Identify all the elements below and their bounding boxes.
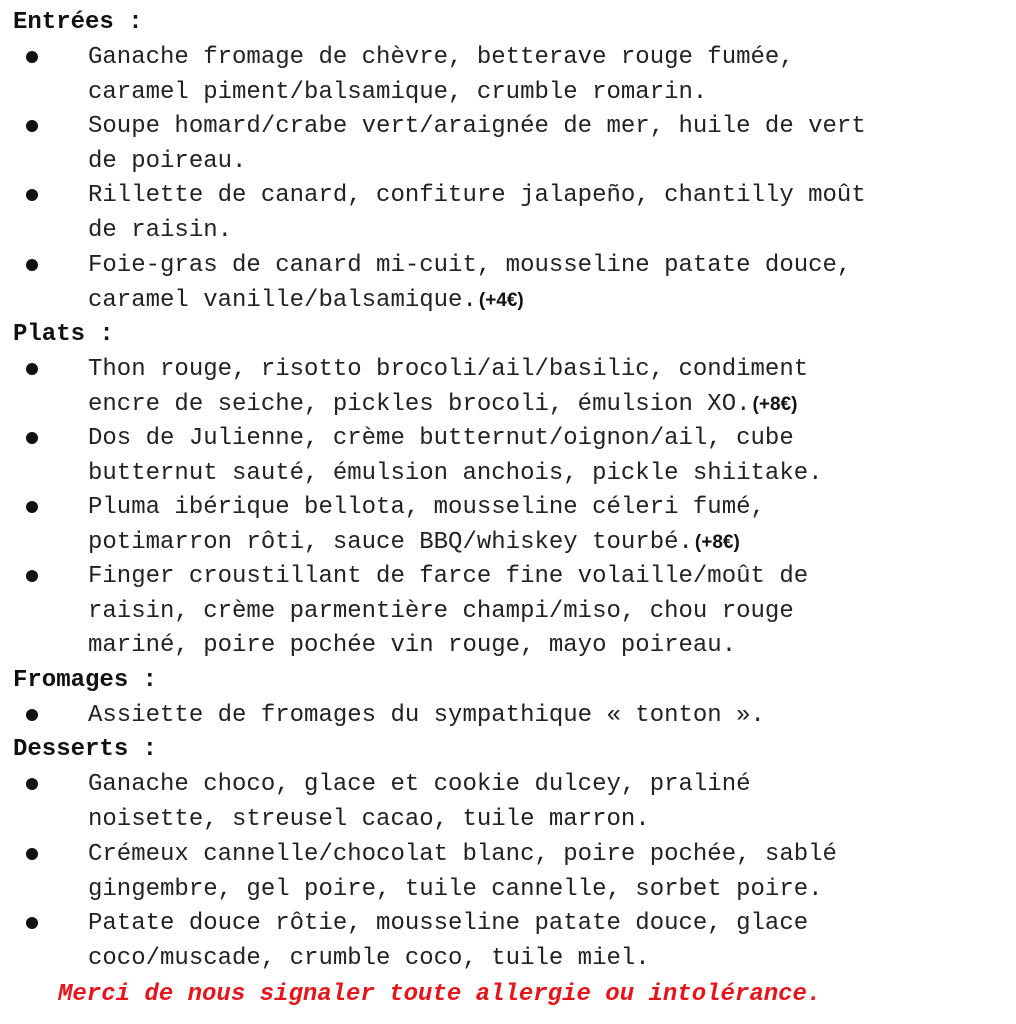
dish-description: Ganache choco, glace et cookie dulcey, praliné noisette, streusel cacao, tuile marron. (88, 771, 751, 833)
section-title-desserts: Desserts : (13, 736, 158, 763)
dish-description: Dos de Julienne, crème butternut/oignon/ail, cube butternut sauté, émulsion anchois, pickle shiitake. (88, 425, 823, 487)
dish-description: Patate douce rôtie, mousseline patate douce, glace coco/muscade, crumble coco, tuile miel. (88, 910, 809, 972)
bullet-icon (26, 51, 38, 63)
price-supplement: (+8€) (752, 393, 798, 415)
dish-description: Assiette de fromages du sympathique « tonton ». (88, 702, 765, 729)
dish-description: Thon rouge, risotto brocoli/ail/basilic, condiment encre de seiche, pickles brocoli, émulsion XO. (+8€) (88, 356, 809, 418)
dish-description: Ganache fromage de chèvre, betterave rouge fumée, caramel piment/balsamique, crumble romarin. (88, 44, 794, 106)
bullet-icon (26, 917, 38, 929)
dish-description: Soupe homard/crabe vert/araignée de mer, huile de vert de poireau. (88, 113, 866, 175)
section-title-plats: Plats : (13, 321, 114, 348)
bullet-icon (26, 432, 38, 444)
price-supplement: (+4€) (478, 289, 524, 311)
bullet-icon (26, 120, 38, 132)
bullet-icon (26, 848, 38, 860)
bullet-icon (26, 709, 38, 721)
bullet-icon (26, 189, 38, 201)
bullet-icon (26, 363, 38, 375)
section-title-fromages: Fromages : (13, 667, 158, 694)
dish-description: Finger croustillant de farce fine volaille/moût de raisin, crème parmentière champi/miso, chou rouge mariné, poire pochée vin rouge, mayo poireau. (88, 563, 809, 660)
dish-description: Pluma ibérique bellota, mousseline céleri fumé, potimarron rôti, sauce BBQ/whiskey tourbé. (+8€) (88, 494, 765, 556)
bullet-icon (26, 501, 38, 513)
dish-description: Foie-gras de canard mi-cuit, mousseline patate douce, caramel vanille/balsamique. (+4€) (88, 252, 852, 314)
allergy-note: Merci de nous signaler toute allergie ou intolérance. (58, 981, 822, 1008)
dish-description: Crémeux cannelle/chocolat blanc, poire pochée, sablé gingembre, gel poire, tuile cannelle, sorbet poire. (88, 841, 837, 903)
section-title-entrees: Entrées : (13, 9, 143, 36)
bullet-icon (26, 570, 38, 582)
price-supplement: (+8€) (694, 531, 740, 553)
bullet-icon (26, 259, 38, 271)
dish-description: Rillette de canard, confiture jalapeño, chantilly moût de raisin. (88, 182, 866, 244)
bullet-icon (26, 778, 38, 790)
